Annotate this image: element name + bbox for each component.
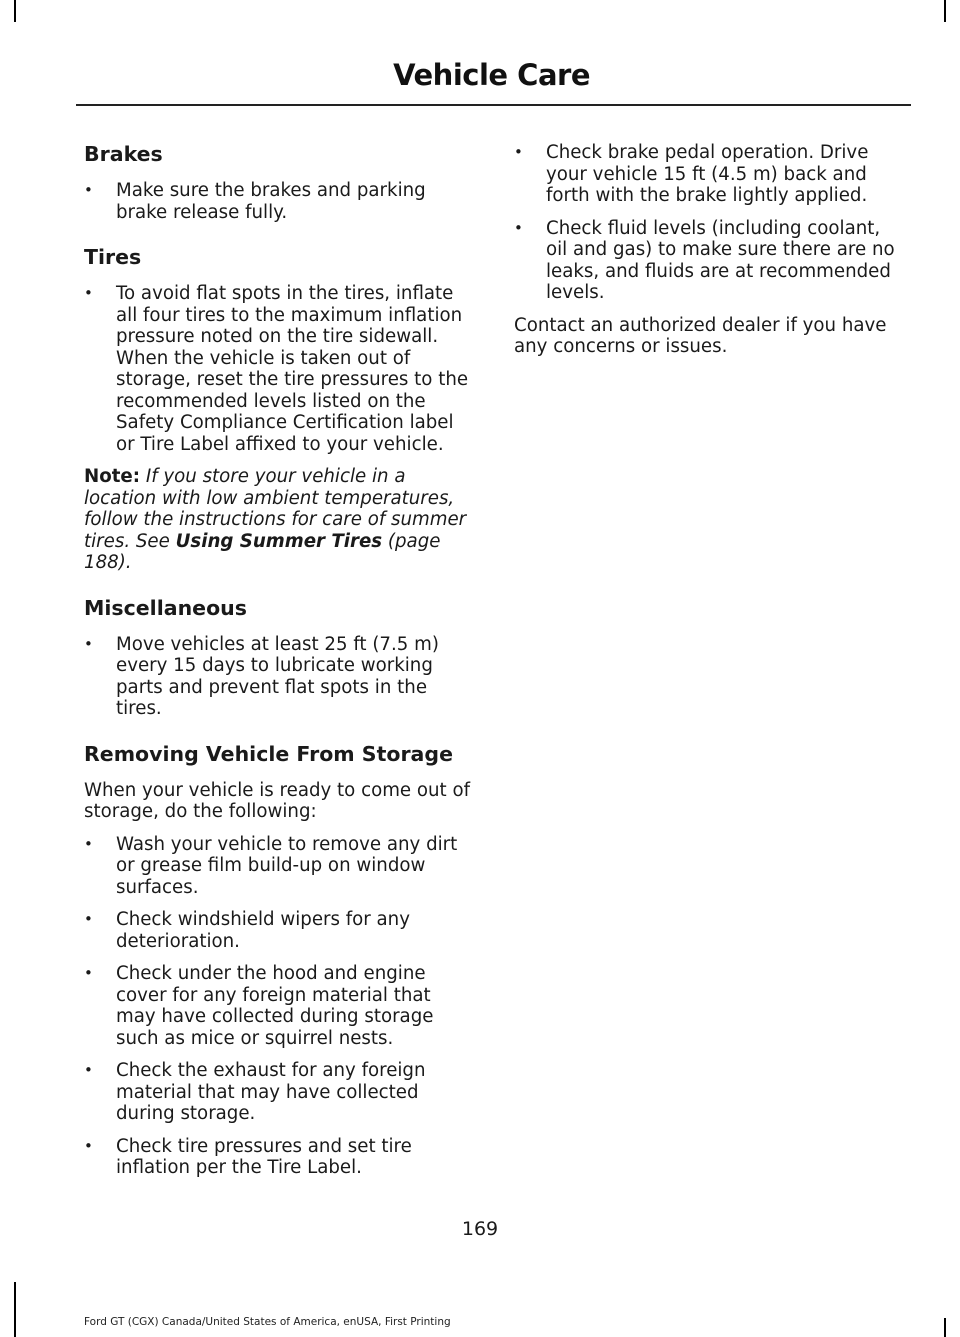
crop-mark-top-right	[944, 0, 946, 22]
brakes-heading: Brakes	[84, 142, 163, 166]
removing-storage-section	[84, 742, 476, 1179]
crop-mark-top-left	[14, 0, 16, 22]
note-label: Note:	[84, 466, 141, 487]
header-divider	[76, 104, 911, 106]
list-item: • Check the exhaust for any foreign material that may have collected during storage.	[84, 1060, 476, 1125]
footer-edition: Ford GT (CGX) Canada/United States of America, enUSA, First Printing	[84, 1316, 451, 1328]
removing-storage-intro: When your vehicle is ready to come out of storage, do the following:	[84, 779, 471, 822]
left-column	[84, 142, 476, 1190]
tires-heading: Tires	[84, 245, 142, 269]
crop-mark-bottom-right	[944, 1318, 946, 1337]
list-item: • Wash your vehicle to remove any dirt or grease film build-up on window surfaces.	[84, 834, 476, 899]
removing-storage-heading: Removing Vehicle From Storage	[84, 741, 453, 766]
brakes-list	[84, 180, 476, 223]
miscellaneous-section	[84, 596, 476, 720]
list-item: • To avoid flat spots in the tires, inflate all four tires to the maximum inflation pressure noted on the tire sidewall. When the vehicle is taken out of storage, reset the tire pressures to the recommended levels listed on the Safety Compliance Certification label or Tire Label affixed to your vehicle.	[84, 283, 476, 455]
list-item: • Check fluid levels (including coolant, oil and gas) to make sure there are no leaks, and fluids are at recommended levels.	[514, 218, 906, 304]
list-item: • Make sure the brakes and parking brake release fully.	[84, 180, 476, 223]
removing-storage-list-continued	[514, 142, 906, 304]
removing-storage-list	[84, 834, 476, 1179]
miscellaneous-list	[84, 634, 476, 720]
tires-list	[84, 283, 476, 455]
right-column	[514, 142, 906, 369]
list-item: • Check under the hood and engine cover for any foreign material that may have collected during storage such as mice or squirrel nests.	[84, 963, 476, 1049]
summer-tires-link[interactable]: Using Summer Tires	[175, 530, 383, 552]
tires-section	[84, 245, 476, 574]
list-item: • Check tire pressures and set tire inflation per the Tire Label.	[84, 1136, 476, 1179]
crop-mark-bottom-left	[14, 1282, 16, 1337]
list-item: • Move vehicles at least 25 ft (7.5 m) every 15 days to lubricate working parts and prevent flat spots in the tires.	[84, 634, 476, 720]
brakes-section	[84, 142, 476, 223]
page-title: Vehicle Care	[393, 58, 590, 92]
note-page-ref: (page 188).	[84, 530, 441, 573]
list-item: • Check brake pedal operation. Drive your vehicle 15 ft (4.5 m) back and forth with the brake lightly applied.	[514, 142, 906, 207]
closing-text: Contact an authorized dealer if you have any concerns or issues.	[514, 314, 887, 357]
list-item: • Check windshield wipers for any deterioration.	[84, 909, 476, 952]
page-number: 169	[461, 1218, 499, 1240]
tires-note	[84, 466, 476, 574]
note-text: If you store your vehicle in a location with low ambient temperatures, follow the instructions for care of summer tires. See	[84, 466, 467, 552]
miscellaneous-heading: Miscellaneous	[84, 595, 247, 620]
